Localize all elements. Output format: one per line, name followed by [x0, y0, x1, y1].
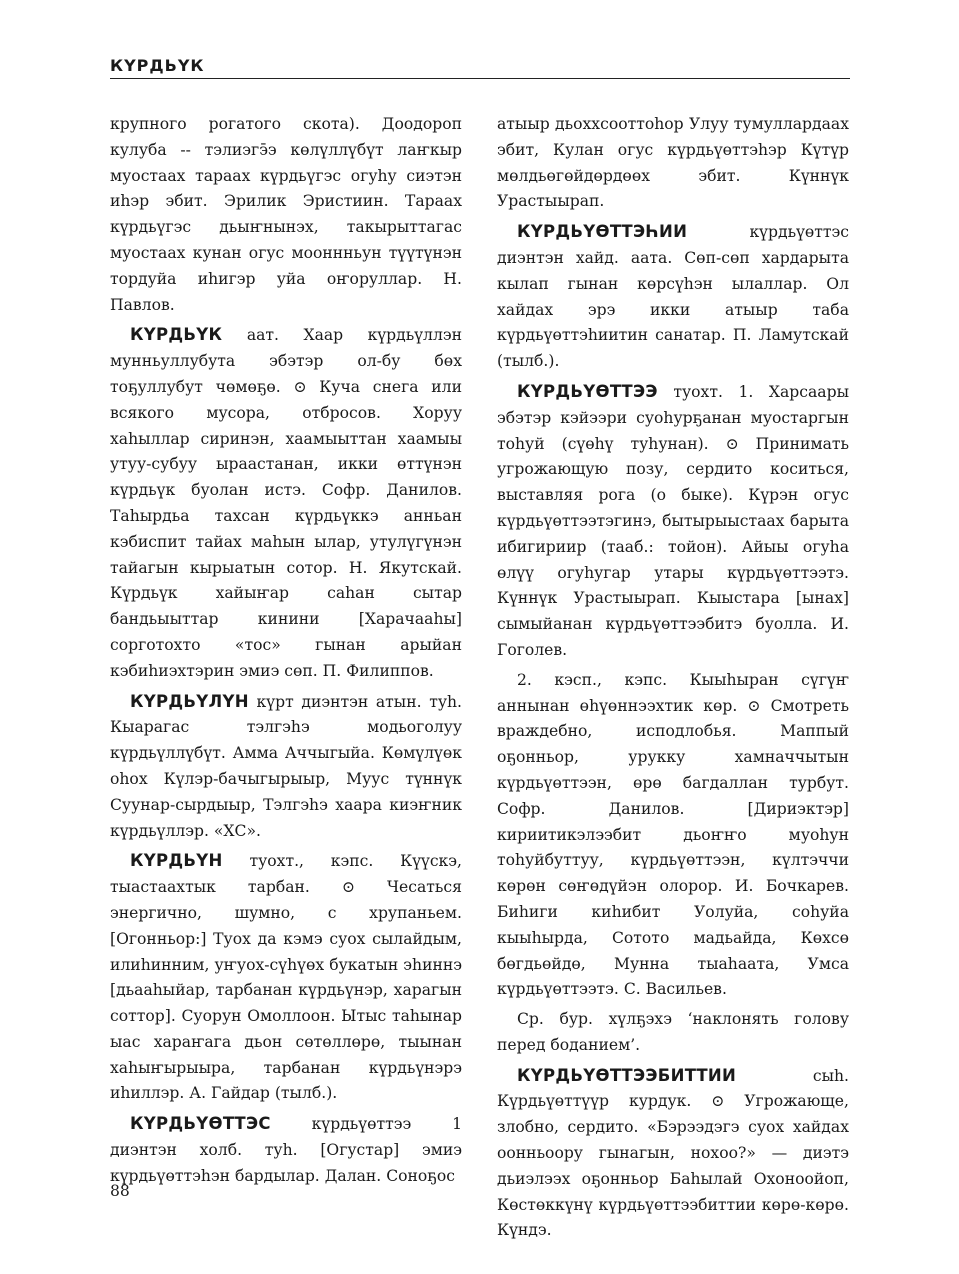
entry-kurdulun	[110, 689, 462, 845]
header-rule	[110, 78, 850, 79]
headword: КҮРДЬҮӨТТЭҺИИ	[517, 222, 688, 242]
entry-sense-2: 2. кэсп., кэпс. Кыыһыран сүгүҥ аннынан өһүөннээхтик көр. ⊙ Смотреть враждебно, исподлобья. Маппый оҕонньор, урукку хамначчытын күрдьүөттээн, өрө багдаллан турбут. Софр. Данилов. [Дириэктэр] кириитикэлээбит дьоҥҥо муоһун тоһуйбуттуу, күрдьүөттээн, күлтэччи көрөн сөҥөдүйэн олорор. И. Бочкарев. Биһиги киһибит Уолуйа, соһуйа кыыһырда, Сотото мадьайда, Көхсө бөгдьөйдө, Мунна тыаһаата, Умса күрдьүөттээтэ. С. Васильев.	[497, 670, 849, 999]
headword: КҮРДЬҮӨТТЭЭ	[517, 381, 658, 401]
paragraph-continuation: крупного рогатого скота). Доодороп кулуба -- тэлиэгэ̄э көлүллүбүт лаҥкыр муостаах тараах күрдьүгэс огуһу сиэтэн иһэр эбит. Эрилик Эристиин. Тараах күрдьүгэс дьыҥнынэх, такырыттагас муостаах кунан огус мооннньун түүтүнэн тордуйа иһигэр уйа оҥоруллар. Н. Павлов.	[110, 115, 462, 314]
entry-text: сыһ. Күрдьүөттүүр курдук. ⊙ Угрожающе, злобно, сердито. «Бэрээдэгэ суох хайдах оонньоору гынагын, нохоо?» — диэтэ дьиэлээх оҕонньор Баһылай Охоноойоп, Көстөккүнү күрдьүөттээбиттии көрө-көрө. Күндэ.	[497, 1066, 849, 1240]
entry-text: күрдьүөттэс диэнтэн хайд. аата. Сөп-сөп хардарыта кылап гынан көрсүһэн ылаллар. Ол хайдах эрэ икки атыыр таба күрдьүөттэһиитин санатар. П. Ламутскай (тылб.).	[497, 223, 849, 371]
headword: КҮРДЬҮӨТТЭЭБИТТИИ	[517, 1065, 737, 1085]
right-column	[497, 112, 849, 1248]
headword: КҮРДЬҮӨТТЭС	[130, 1114, 271, 1134]
left-column	[110, 112, 462, 1194]
entry-text: туохт. 1. Харсаары эбэтэр кэйээри суоһурҕанан муостаргын тоһуй (сүөһү туһунан). ⊙ Принимать угрожающую позу, сердито коситься, выставляя рога (о быке). Күрэн огус күрдьүөттээтэгинэ, бытырыыстаах барыта ибигириир (тааб.: тойон). Айыы огуһа өлүү огуһугар утары күрдьүөттээтэ. Күннүк Урастыырап. Кыыстара [ынах] сымыйанан күрдьүөттээбитэ буолла. И. Гоголев.	[497, 382, 849, 659]
headword: КҮРДЬҮЛҮН	[130, 691, 249, 711]
entry-text: күрт диэнтэн атын. туһ. Кыарагас тэлгэһэ модьоголуу күрдьүллүбүт. Амма Аччыгыйа. Көмүлүөк оһох Күлэр-бачыгырыыр, Муус түннүк Суунар-сырдыыр, Тэлгэһэ хаара киэҥник күрдьүллэр. «ХС».	[110, 692, 462, 840]
paragraph-continuation: атыыр дьоххсооттоһор Улуу тумуллардаах эбит, Кулан огус күрдьүөттэһэр Күтүр мөлдьөгөйдөрдөөх эбит. Күннүк Урастыырап.	[497, 115, 849, 211]
entry-kurduottee	[497, 379, 849, 664]
headword: КҮРДЬҮК	[130, 325, 223, 345]
entry-kurduottehii	[497, 219, 849, 375]
entry-text: туохт., кэпс. Күүскэ, тыастаахтык тарбан. ⊙ Чесаться энергично, шумно, с хрупаньем. [Огонньор:] Туох да кэмэ суох сылайдым, илиһинним, уҥуох-сүһүөх букатын эһиннэ [дьааһыйар, тарбанан күрдьүнэр, харагын соттор]. Суорун Омоллоон. Ытыс таһынар ыас хараҥага дьон сөтөллөрө, тыынан хаһыҥырыыра, тарбанан күрдьүнэрэ иһиллэр. А. Гайдар (тылб.).	[110, 852, 462, 1103]
page-number: 88	[110, 1182, 130, 1200]
headword: КҮРДЬҮН	[130, 851, 223, 871]
entry-comparison: Ср. бур. хүлҕэхэ ‘наклонять голову перед боданием’.	[497, 1010, 849, 1054]
entry-text: күрдьүөттээ 1 диэнтэн холб. туһ. [Огустар] эмиэ күрдьүөттэһэн бардылар. Далан. Соноҕос	[110, 1115, 462, 1185]
entry-kurduottes	[110, 1111, 462, 1189]
entry-kurduotteebittii	[497, 1063, 849, 1245]
entry-kurduk	[110, 322, 462, 684]
entry-kurdun	[110, 848, 462, 1107]
running-head: КҮРДЬҮК	[110, 56, 205, 75]
entry-text: аат. Хаар күрдьүллэн мунньуллубута эбэтэр ол-бу бөх тоҕуллубут чөмөҕө. ⊙ Куча снега или всякого мусора, отбросов. Хоруу хаһыллар сиринэн, хаамыыттан хаамыы утуу-субуу ыраастанан, икки өттүнэн күрдьүк буолан истэ. Софр. Данилов. Таһырдьа тахсан күрдьүккэ анньан кэбиспит тайах маһын ылар, утулүгүнэн тайагын кырыатын сотор. Н. Якутскай. Күрдьүк хайыҥар саһан сытар бандьыыттар кинини [Харачааһы] сорготохто «тос» гынан арыйан кэбиһиэхтэрин эмиэ сөп. П. Филиппов.	[110, 326, 462, 680]
